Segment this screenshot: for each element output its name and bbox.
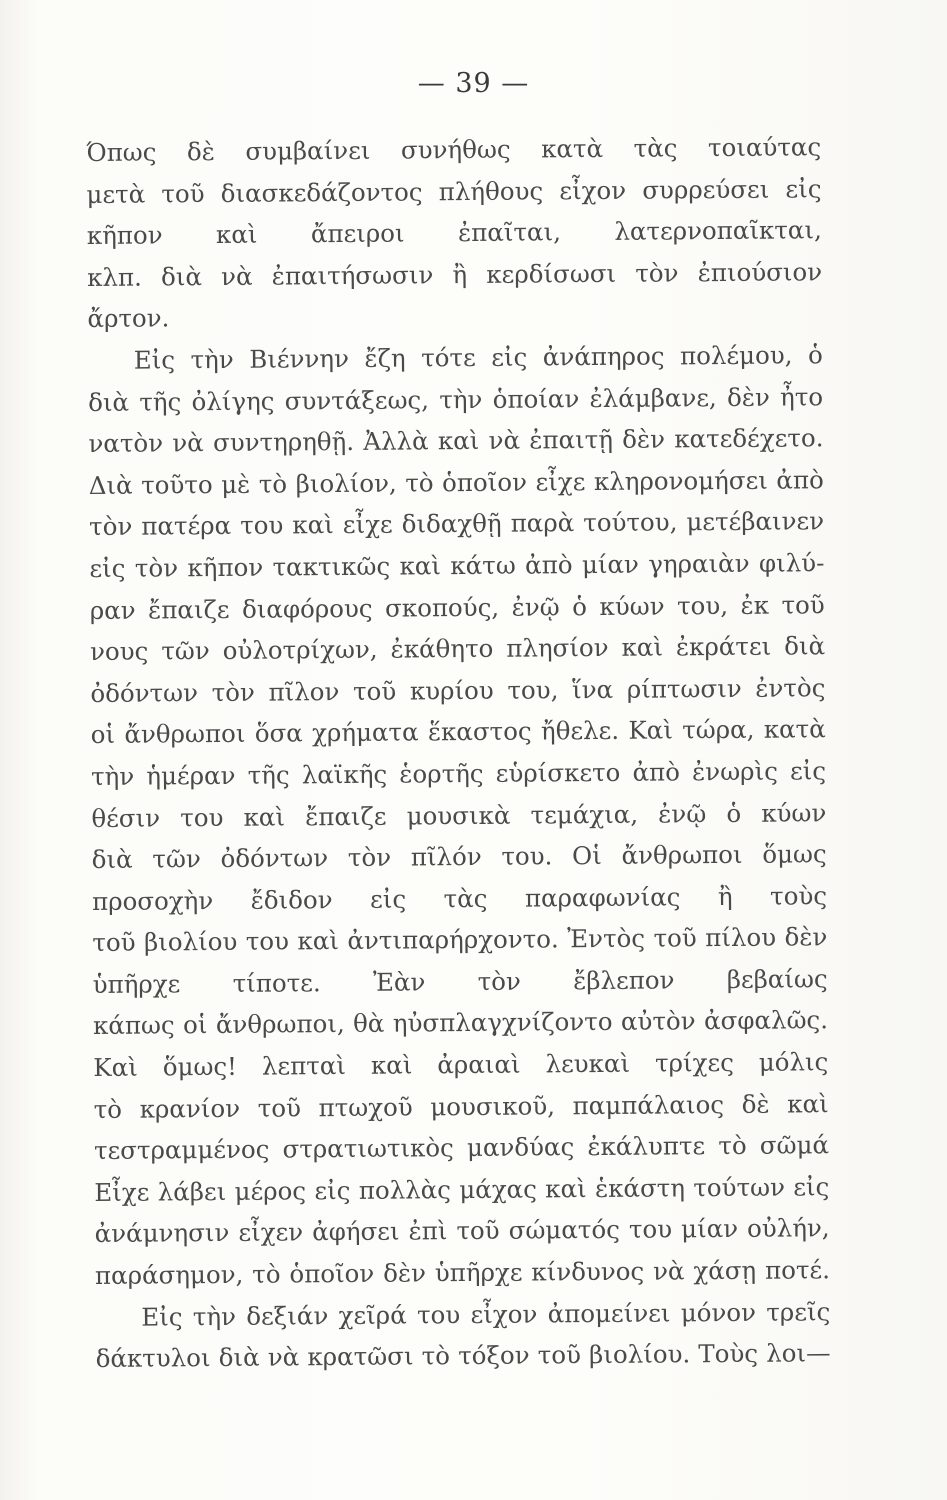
text-line: κῆπον καὶ ἄπειροι ἐπαῖται, λατερνοπαῖκται,	[86, 215, 822, 251]
text-line: τοῦ βιολίου του καὶ ἀντιπαρήρχοντο. Ἐντὸς τοῦ πίλου δὲν	[92, 922, 828, 958]
page-number: — 39 —	[417, 68, 530, 99]
text-line: κλπ. διὰ νὰ ἐπαιτήσωσιν ἢ κερδίσωσι τὸν ἐπιούσιον	[87, 257, 823, 292]
text-line: τὴν ἡμέραν τῆς λαϊκῆς ἑορτῆς εὑρίσκετο ἀπὸ ἐνωρὶς εἰς	[90, 756, 827, 791]
text-line: Όπως δὲ συμβαίνει συνήθως κατὰ τὰς τοιαύτας	[86, 132, 822, 167]
text-line: δάκτυλοι διὰ νὰ κρατῶσι τὸ τόξον τοῦ βιολίου. Τοὺς λοι—	[95, 1338, 831, 1374]
text-line: οἱ ἄνθρωποι ὅσα χρήματα ἕκαστος ἤθελε. Καὶ τώρα, κατὰ	[90, 714, 826, 750]
text-line: ὑπῆρχε τίποτε. Ἐὰν τὸν ἔβλεπον βεβαίως	[92, 964, 828, 999]
text-line: ἀνάμνησιν εἶχεν ἀφήσει ἐπὶ τοῦ σώματός του μίαν οὐλήν,	[94, 1213, 830, 1249]
text-line: τὸν πατέρα του καὶ εἶχε διδαχθῇ παρὰ τούτου, μετέβαινεν	[88, 506, 825, 542]
text-line: ὀδόντων τὸν πῖλον τοῦ κυρίου του, ἵνα ρίπτωσιν ἐντὸς	[90, 672, 826, 708]
text-line: Καὶ ὅμως! λεπταὶ καὶ ἀραιαὶ λευκαὶ τρίχες μόλις	[93, 1047, 829, 1083]
text-line: ραν ἔπαιζε διαφόρους σκοπούς, ἐνῷ ὁ κύων του, ἐκ τοῦ	[89, 589, 825, 625]
body-text	[86, 126, 831, 1380]
text-line: προσοχὴν ἔδιδον εἰς τὰς παραφωνίας ἢ τοὺς	[91, 880, 828, 916]
text-line: νους τῶν οὐλοτρίχων, ἐκάθητο πλησίον καὶ ἐκράτει διὰ	[89, 631, 826, 667]
text-line: εἰς τὸν κῆπον τακτικῶς καὶ κάτω ἀπὸ μίαν γηραιὰν φιλύ-	[89, 548, 825, 583]
text-line: τεστραμμένος στρατιωτικὸς μανδύας ἐκάλυπτε τὸ σῶμά	[93, 1130, 830, 1166]
text-line: κάπως οἱ ἄνθρωποι, θὰ ηὐσπλαγχνίζοντο αὐτὸν ἀσφαλῶς.	[92, 1005, 829, 1041]
text-line: ἄρτον.	[87, 303, 170, 334]
text-line: τὸ κρανίον τοῦ πτωχοῦ μουσικοῦ, παμπάλαιος δὲ καὶ	[93, 1088, 829, 1124]
text-line: νατὸν νὰ συντηρηθῇ. Ἀλλὰ καὶ νὰ ἐπαιτῇ δὲν κατεδέχετο.	[88, 423, 824, 459]
text-line: Εἰς τὴν Βιέννην ἔζη τότε εἰς ἀνάπηρος πολέμου, ὁ	[133, 340, 823, 375]
text-line: παράσημον, τὸ ὁποῖον δὲν ὑπῆρχε κίνδυνος νὰ χάσῃ ποτέ.	[94, 1255, 831, 1290]
text-line: Εἰς τὴν δεξιάν χεῖρά του εἶχον ἀπομείνει μόνον τρεῖς	[141, 1296, 831, 1332]
text-line: διὰ τῶν ὀδόντων τὸν πῖλόν του. Οἱ ἄνθρωποι ὅμως	[91, 839, 827, 875]
text-line: Διὰ τοῦτο μὲ τὸ βιολίον, τὸ ὁποῖον εἶχε κληρονομήσει ἀπὸ	[88, 464, 824, 500]
text-line: μετὰ τοῦ διασκεδάζοντος πλήθους εἶχον συρρεύσει εἰς	[86, 173, 822, 209]
text-line: διὰ τῆς ὀλίγης συντάξεως, τὴν ὁποίαν ἐλάμβανε, δὲν ἦτο	[88, 381, 824, 417]
text-line: θέσιν του καὶ ἔπαιζε μουσικὰ τεμάχια, ἐνῷ ὁ κύων	[91, 797, 827, 833]
text-line: Εἶχε λάβει μέρος εἰς πολλὰς μάχας καὶ ἑκάστη τούτων εἰς	[94, 1172, 830, 1207]
